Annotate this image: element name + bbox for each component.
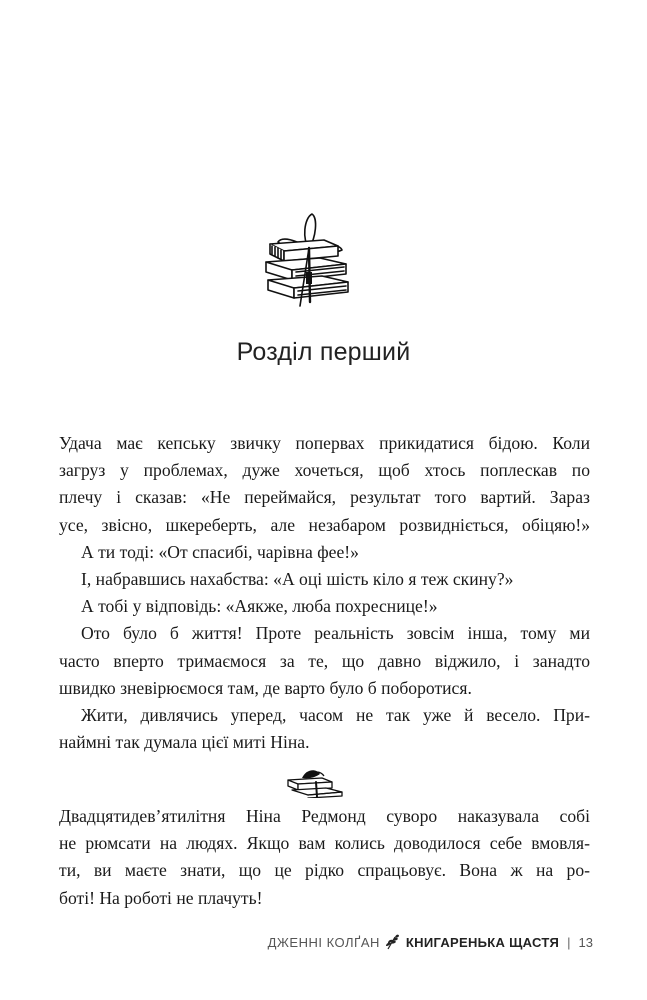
wheat-leaf-icon bbox=[385, 934, 401, 950]
text-line: плечу і сказав: «Не переймайся, результат того вартий. Зараз bbox=[59, 487, 590, 508]
paragraph bbox=[59, 430, 590, 539]
text-line: загруз у проблемах, дуже хочеться, щоб хтось поплескав по bbox=[59, 460, 590, 481]
text-line: швидко зневірюємося там, де варто було б поборотися. bbox=[59, 677, 472, 698]
footer-separator: | bbox=[567, 934, 571, 950]
paragraph bbox=[59, 539, 590, 566]
text-line: Удача має кепську звичку попервах прикидатися бідою. Коли bbox=[59, 433, 590, 453]
text-line: ти, ви маєте знати, що це рідко спрацьовує. Вона ж на ро- bbox=[59, 860, 590, 881]
page-number: 13 bbox=[578, 934, 593, 950]
body-text-section-1 bbox=[59, 430, 590, 756]
running-footer bbox=[268, 934, 593, 950]
text-line: не рюмсати на людях. Якщо вам колись доводилося себе вмовля- bbox=[59, 833, 590, 854]
paragraph bbox=[59, 566, 590, 593]
text-line: А ти тоді: «От спасибі, чарівна фее!» bbox=[81, 541, 359, 562]
body-text-section-2 bbox=[59, 803, 590, 912]
text-line: Ото було б життя! Проте реальність зовсім інша, тому ми bbox=[81, 623, 590, 644]
footer-author: ДЖЕННІ КОЛҐАН bbox=[267, 934, 380, 950]
paragraph bbox=[59, 620, 590, 702]
text-line: боті! На роботі не плачуть! bbox=[59, 887, 263, 908]
text-line: усе, звісно, шкереберть, але незабаром розвидніється, обіцяю!» bbox=[59, 514, 590, 535]
text-line: Жити, дивлячись уперед, часом не так уже й весело. При- bbox=[81, 705, 590, 726]
text-line: І, набравшись нахабства: «А оці шість кіло я теж скину?» bbox=[81, 569, 514, 590]
footer-book-title: КНИГАРЕНЬКА ЩАСТЯ bbox=[405, 934, 560, 950]
paragraph bbox=[59, 803, 590, 912]
text-line: А тобі у відповідь: «Аякже, люба похреснице!» bbox=[81, 596, 438, 617]
tied-books-icon bbox=[262, 210, 354, 308]
paragraph bbox=[59, 593, 590, 620]
text-line: наймні так думала цієї миті Ніна. bbox=[59, 732, 310, 753]
paragraph bbox=[59, 702, 590, 756]
text-line: Двадцятидев’ятилітня Ніна Редмонд суворо наказувала собі bbox=[59, 806, 590, 826]
chapter-title: Розділ перший bbox=[236, 338, 411, 366]
books-with-leaf-icon bbox=[286, 768, 344, 798]
text-line: часто вперто тримаємося за те, що давно віджило, і занадто bbox=[59, 650, 590, 671]
